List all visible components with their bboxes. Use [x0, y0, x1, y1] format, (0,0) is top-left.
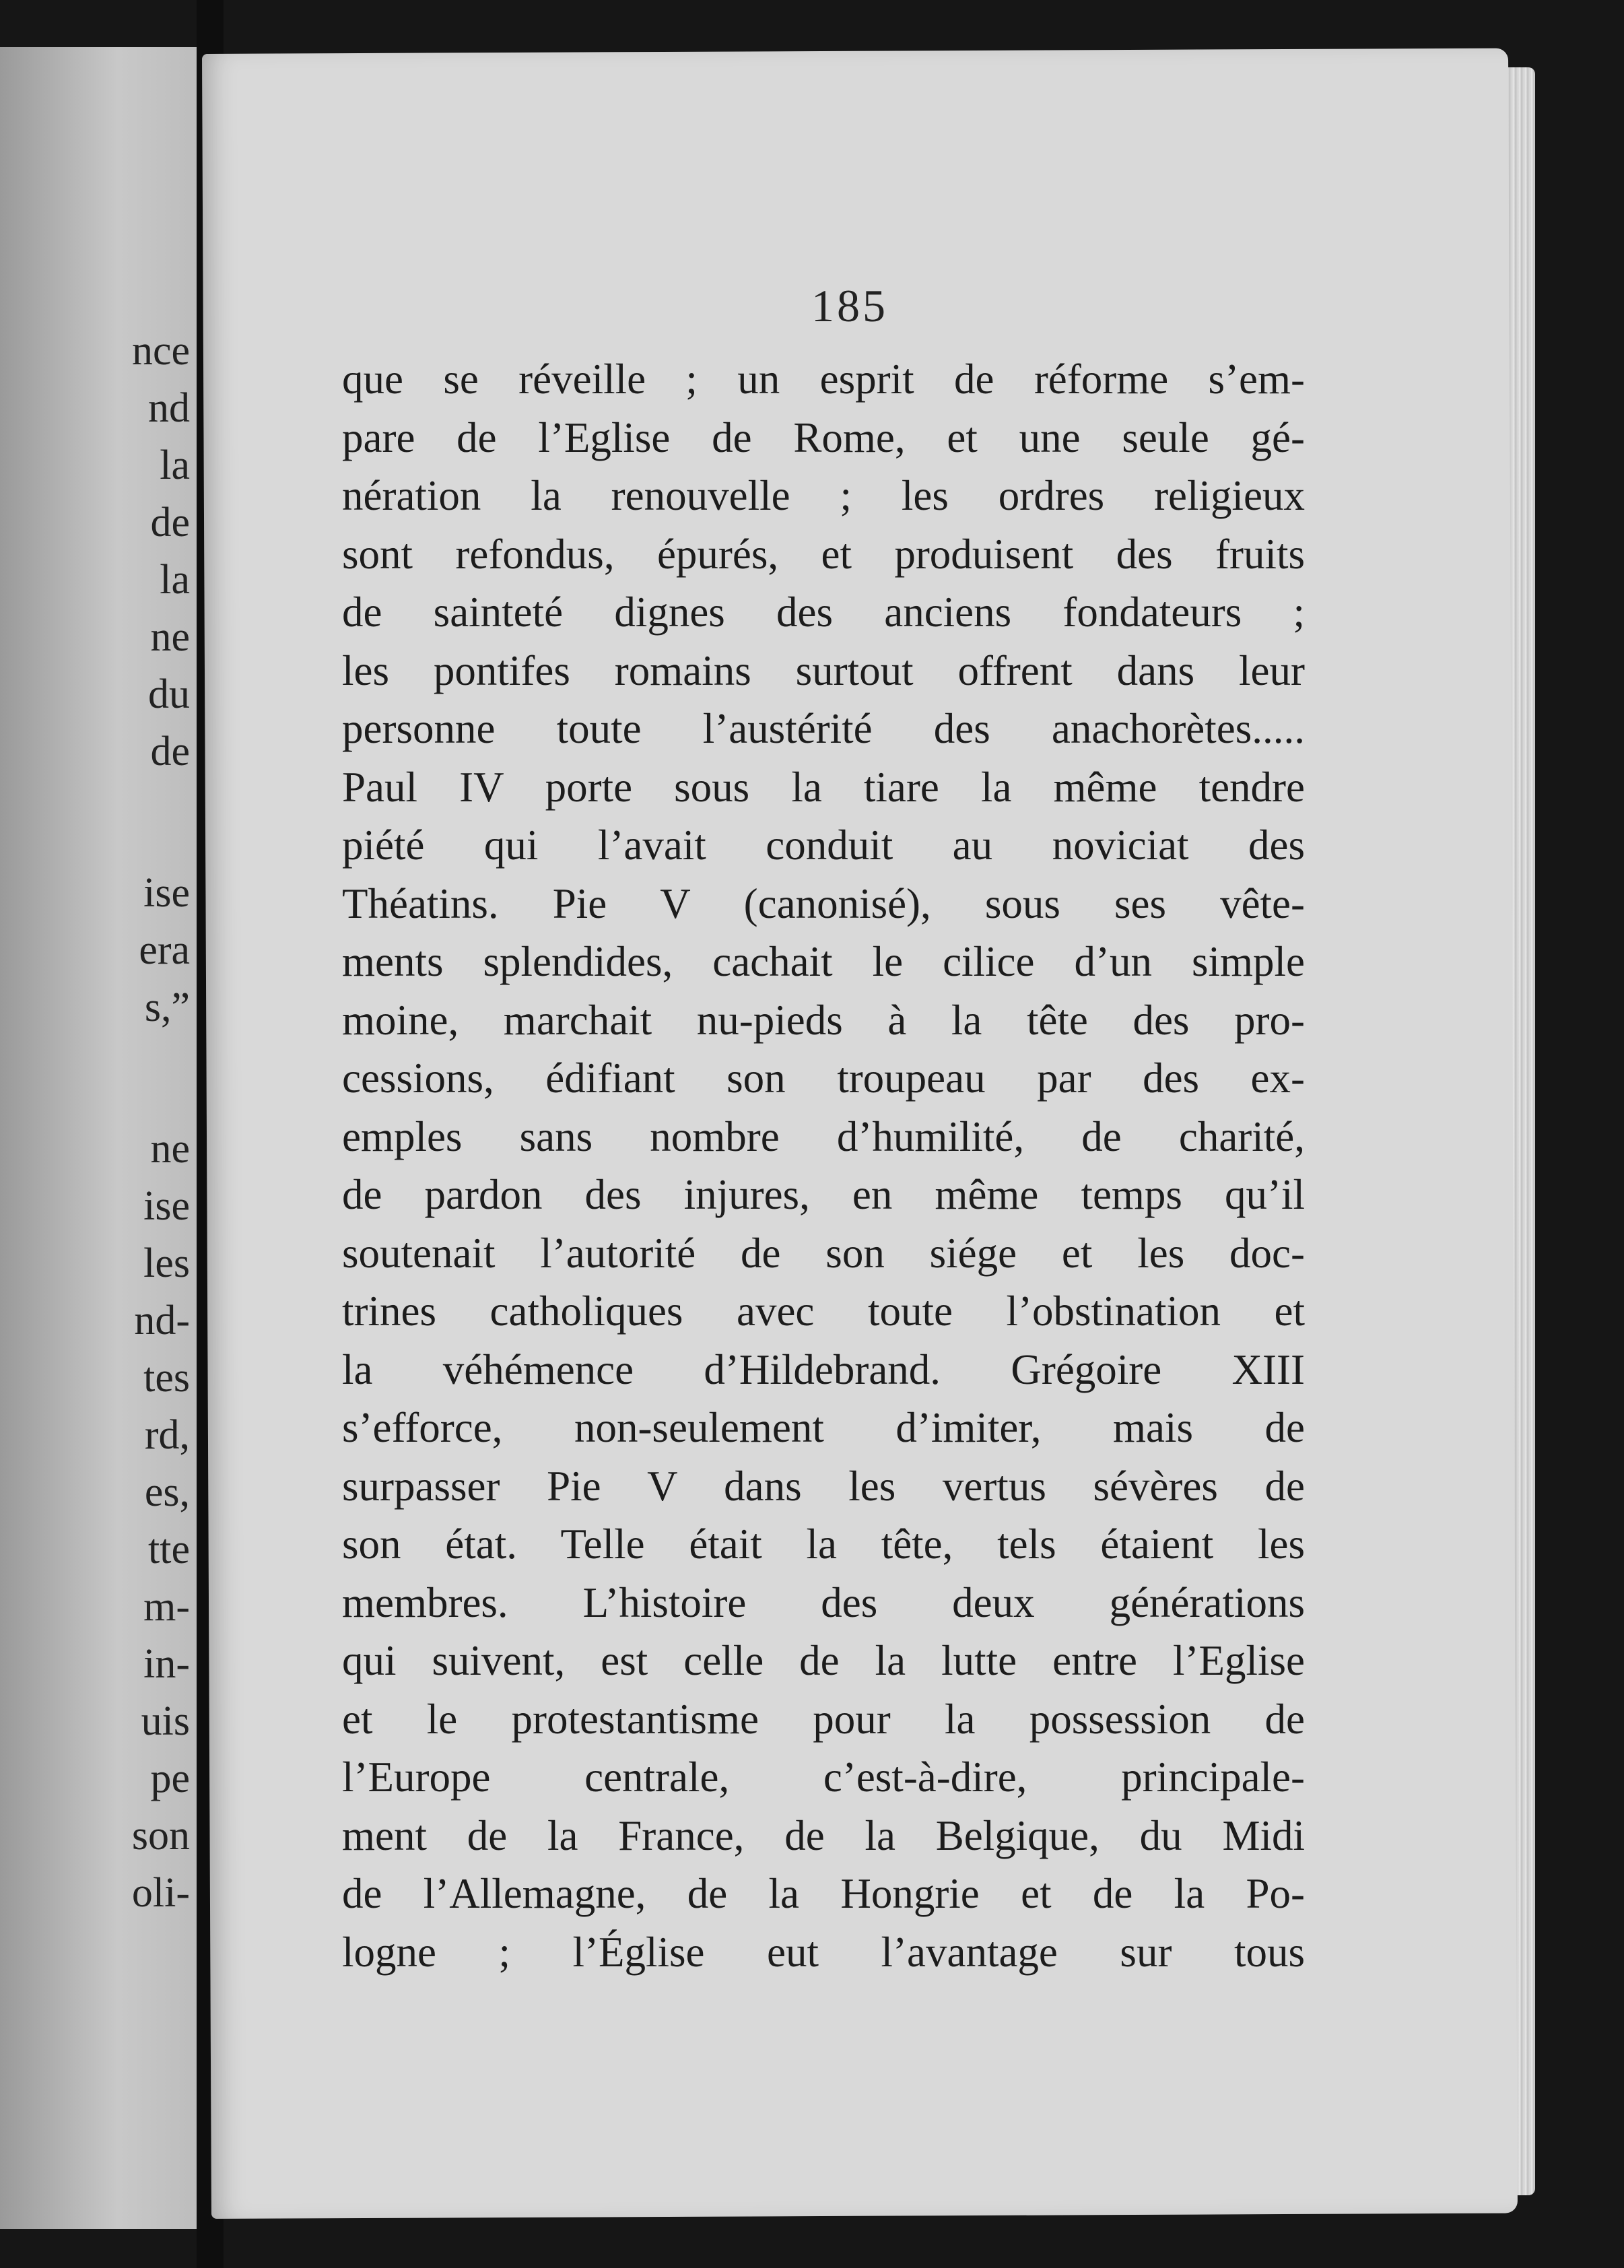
left-text-fragment: la [160, 557, 190, 603]
left-text-fragment: in- [143, 1641, 190, 1687]
left-text-fragment: ne [150, 1126, 190, 1172]
text-line: personne toute l’austérité des anachorètes..... [342, 705, 1305, 752]
text-line: l’Europe centrale, c’est-à-dire, principale- [342, 1754, 1305, 1801]
left-text-fragment: les [143, 1240, 190, 1286]
text-line: emples sans nombre d’humilité, de charité, [342, 1112, 1305, 1160]
left-text-fragment: era [139, 927, 190, 973]
left-text-fragment: ise [143, 1183, 190, 1229]
left-text-fragment: du [148, 671, 190, 717]
text-line: soutenait l’autorité de son siége et les doc- [342, 1229, 1305, 1277]
text-line: sont refondus, épurés, et produisent des fruits [342, 530, 1305, 578]
left-text-fragment: rd, [144, 1412, 190, 1458]
left-text-fragment: ise [143, 870, 190, 916]
left-text-fragment: oli- [131, 1870, 190, 1916]
text-line: que se réveille ; un esprit de réforme s’em- [342, 356, 1305, 403]
left-text-fragment: nd [148, 385, 190, 431]
text-line: nération la renouvelle ; les ordres religieux [342, 472, 1305, 519]
text-line: cessions, édifiant son troupeau par des ex- [342, 1055, 1305, 1102]
left-text-fragment: tte [148, 1527, 190, 1572]
text-line: logne ; l’Église eut l’avantage sur tous [342, 1928, 1305, 1976]
text-line: les pontifes romains surtout offrent dans leur [342, 646, 1305, 694]
left-text-fragment: nd- [134, 1298, 190, 1343]
left-text-fragment: uis [141, 1698, 190, 1744]
text-line: qui suivent, est celle de la lutte entre l’Eglise [342, 1637, 1305, 1684]
body-text [342, 350, 1305, 1981]
text-line: de l’Allemagne, de la Hongrie et de la Po- [342, 1870, 1305, 1917]
left-facing-page [0, 47, 197, 2229]
left-text-fragment: s,” [144, 985, 190, 1030]
text-line: s’efforce, non-seulement d’imiter, mais de [342, 1404, 1305, 1451]
left-text-fragment: nce [131, 328, 190, 374]
left-text-fragment: de [150, 500, 190, 545]
text-line: Paul IV porte sous la tiare la même tendre [342, 763, 1305, 811]
left-text-fragment: son [131, 1813, 190, 1859]
text-line: piété qui l’avait conduit au noviciat des [342, 822, 1305, 869]
text-line: et le protestantisme pour la possession de [342, 1695, 1305, 1743]
text-line: Théatins. Pie V (canonisé), sous ses vête- [342, 879, 1305, 927]
text-line: pare de l’Eglise de Rome, et une seule gé- [342, 413, 1305, 461]
left-text-fragment: de [150, 729, 190, 774]
left-text-fragment: m- [143, 1584, 190, 1630]
text-line: trines catholiques avec toute l’obstination et [342, 1288, 1305, 1335]
left-text-fragment: es, [144, 1469, 190, 1515]
left-text-fragment: ne [150, 614, 190, 660]
left-text-fragment: la [160, 442, 190, 488]
page-number: 185 [811, 280, 888, 331]
text-line: ments splendides, cachait le cilice d’un simple [342, 938, 1305, 985]
text-line: membres. L’histoire des deux générations [342, 1578, 1305, 1626]
text-line: ment de la France, de la Belgique, du Midi [342, 1811, 1305, 1859]
left-text-fragment: tes [143, 1355, 190, 1401]
left-text-fragment: pe [150, 1756, 190, 1801]
text-line: surpasser Pie V dans les vertus sévères de [342, 1462, 1305, 1510]
text-line: de pardon des injures, en même temps qu’il [342, 1171, 1305, 1218]
text-line: la véhémence d’Hildebrand. Grégoire XIII [342, 1345, 1305, 1393]
text-line: moine, marchait nu-pieds à la tête des pro- [342, 996, 1305, 1044]
text-line: son état. Telle était la tête, tels étaient les [342, 1521, 1305, 1568]
text-line: de sainteté dignes des anciens fondateurs ; [342, 589, 1305, 636]
